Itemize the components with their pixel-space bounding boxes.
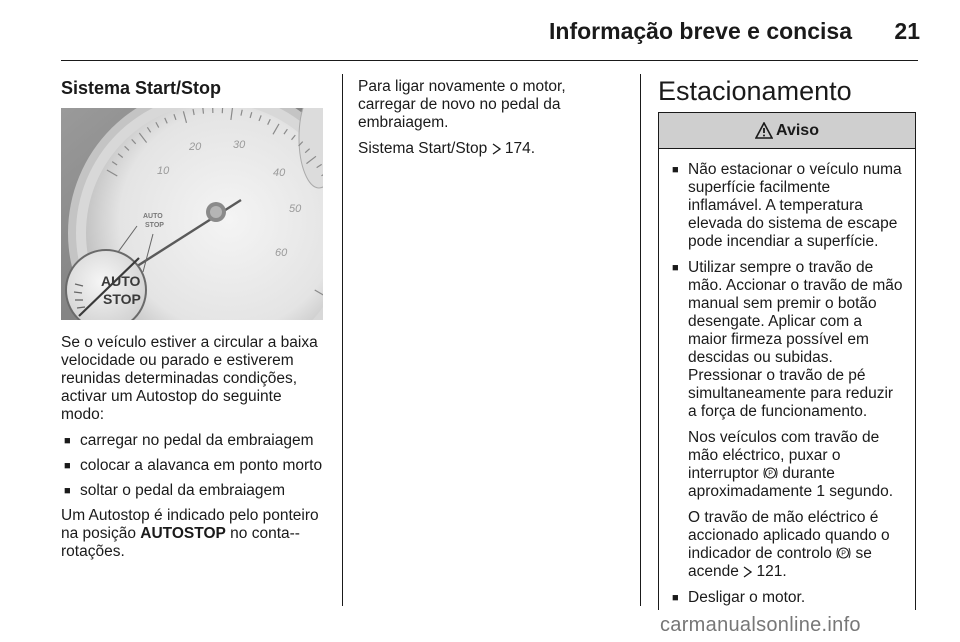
warning-title: Aviso [776, 121, 819, 139]
sub1-text: Nos veículos com travão de mão eléctrico, puxar o interruptor [688, 429, 880, 482]
section-heading-parking: Estacionamento [658, 76, 852, 106]
dial-number-10: 10 [157, 165, 170, 177]
tachometer-image [61, 108, 323, 320]
watermark: carmanualsonline.info [660, 614, 861, 636]
left-column [61, 76, 325, 569]
brake-indicator-paragraph [669, 509, 905, 581]
page-reference-icon[interactable] [492, 143, 501, 155]
warning-header [659, 113, 915, 149]
zoom-autostop-label: AUTO [101, 273, 141, 289]
section-heading-start-stop: Sistema Start/Stop [61, 78, 222, 98]
page-number: 21 [894, 18, 920, 44]
page-reference-icon[interactable] [743, 566, 752, 578]
bullet-square-icon: ■ [672, 592, 679, 604]
autostop-indication-paragraph [61, 507, 325, 561]
bullet-square-icon: ■ [672, 262, 679, 274]
page-header-title: Informação breve e concisa [549, 18, 852, 44]
dial-autostop-label: AUTO [143, 213, 163, 220]
bullet-square-icon: ■ [672, 164, 679, 176]
dial-number-30: 30 [233, 139, 246, 151]
sub2-text-mid: se acende [688, 545, 872, 580]
reference-text: Sistema Start/Stop [358, 140, 492, 157]
autostop-bold-term: AUTOSTOP [140, 525, 226, 542]
zoom-autostop-label-2: STOP [103, 291, 141, 307]
list-item-text: soltar o pedal da embraiagem [80, 482, 286, 499]
column-divider-1 [342, 74, 343, 606]
dial-autostop-label-2: STOP [145, 222, 164, 229]
bullet-square-icon: ■ [64, 485, 71, 497]
parking-brake-icon [763, 466, 778, 480]
warning-body [659, 149, 915, 607]
list-item-text: Não estacionar o veículo numa superfície facilmente inflamável. A temperatura elevada do sistema de escape pode incendiar a superfície. [688, 161, 902, 250]
dial-tick [203, 108, 204, 114]
bullet-square-icon: ■ [64, 460, 71, 472]
bullet-square-icon: ■ [64, 435, 71, 447]
dial-number-60: 60 [275, 247, 288, 259]
start-stop-reference [358, 140, 623, 158]
list-item [669, 161, 905, 251]
electric-brake-paragraph [669, 429, 905, 501]
list-item-text: Desligar o motor. [688, 589, 806, 606]
list-item [61, 482, 325, 500]
middle-column [358, 78, 623, 166]
intro-paragraph: Se o veículo estiver a circular a baixa velocidade ou parado e estiverem reunidas determinadas condições, activar um Autostop do seguinte modo: [61, 334, 318, 423]
dial-number-20: 20 [189, 141, 202, 153]
restart-paragraph: Para ligar novamente o motor, carregar de novo no pedal da embraiagem. [358, 78, 566, 131]
list-item-text: carregar no pedal da embraiagem [80, 432, 314, 449]
list-item [669, 259, 905, 421]
outro-text-end: no conta--rotações. [61, 525, 300, 560]
list-item [61, 432, 325, 450]
right-column [658, 76, 918, 610]
list-item [61, 457, 325, 475]
list-item-text: colocar a alavanca em ponto morto [80, 457, 323, 474]
outro-text: Um Autostop é indicado pelo ponteiro na posição [61, 507, 319, 542]
sub1-text-end: durante aproximadamente 1 segundo. [688, 465, 894, 500]
warning-triangle-icon [755, 122, 773, 139]
parking-brake-indicator-icon [836, 546, 851, 560]
dial-number-40: 40 [273, 167, 286, 179]
dial-number-50: 50 [289, 203, 302, 215]
reference-page[interactable]: 174. [500, 140, 536, 157]
header-rule [61, 60, 918, 61]
svg-text:P: P [768, 470, 773, 478]
reference-page[interactable]: 121. [752, 563, 787, 580]
list-item [669, 589, 905, 607]
list-item-text: Utilizar sempre o travão de mão. Accionar o travão de mão manual sem premir o botão desengate. Aplicar com a maior firmeza possível em descidas ou subidas. Pressionar o travão de pé simultaneamente para reduzir a força de funcionamento. [688, 259, 903, 420]
column-divider-2 [640, 74, 641, 606]
warning-box [658, 112, 916, 610]
svg-text:P: P [841, 550, 847, 558]
sub2-text: O travão de mão eléctrico é accionado aplicado quando o indicador de controlo [688, 509, 890, 562]
